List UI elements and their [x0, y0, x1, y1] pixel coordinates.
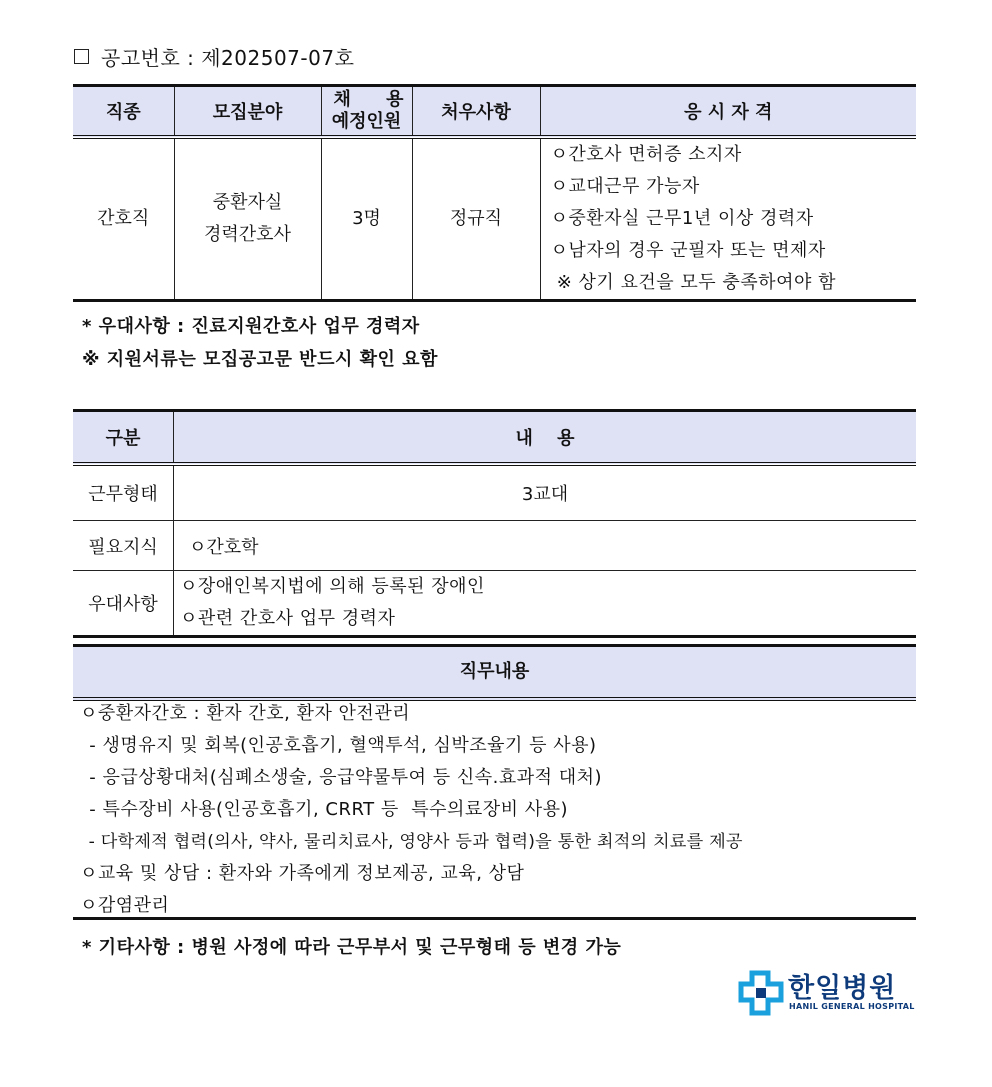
recruit-table-header: [73, 86, 916, 138]
logo-name: 한일병원: [788, 973, 897, 1004]
duty-line: - 응급상황대처(심폐소생술, 응급약물투여 등 신속.효과적 대처): [83, 767, 603, 788]
requirement-note: ※ 상기 요건을 모두 충족하여야 함: [550, 272, 836, 293]
duty-line: - 다학제적 협력(의사, 약사, 물리치료사, 영양사 등과 협력)을 통한 최적의 치료를 제공: [83, 832, 743, 852]
duty-line: ㅇ감염관리: [80, 895, 170, 916]
requirement-item: ㅇ남자의 경우 군필자 또는 면제자: [550, 240, 826, 261]
detail-table: [73, 409, 916, 638]
notice-number: [74, 42, 354, 71]
header-headcount-char1: 채: [333, 89, 351, 110]
header-treatment: 처우사항: [412, 86, 540, 138]
hospital-logo: [738, 970, 916, 1016]
duty-line: ㅇ교육 및 상담 : 환자와 가족에게 정보제공, 교육, 상담: [80, 863, 525, 884]
requirement-item: ㅇ중환자실 근무1년 이상 경력자: [550, 208, 814, 229]
header-content: 내 용: [174, 411, 917, 465]
requirement-item: ㅇ교대근무 가능자: [550, 176, 700, 197]
header-job-type: 직종: [73, 86, 174, 138]
row-label: 우대사항: [73, 571, 174, 637]
other-note: * 기타사항 : 병원 사정에 따라 근무부서 및 근무형태 등 변경 가능: [82, 937, 622, 958]
detail-table-header: [73, 411, 916, 465]
row-values: [174, 571, 917, 637]
row-value: ㅇ간호학: [174, 521, 917, 571]
duty-title: 직무내용: [73, 644, 916, 701]
preference-note: * 우대사항 : 진료지원간호사 업무 경력자: [82, 316, 420, 337]
row-label: 필요지식: [73, 521, 174, 571]
requirements-cell: [540, 137, 916, 301]
row-value: 3교대: [174, 464, 917, 521]
header-headcount: [321, 86, 412, 138]
header-headcount-line2: 예정인원: [331, 111, 402, 132]
headcount-cell: 3명: [321, 137, 412, 301]
recruit-row: [73, 137, 916, 301]
row-label: 근무형태: [73, 464, 174, 521]
field-line2: 경력간호사: [204, 224, 291, 245]
preference-item: ㅇ장애인복지법에 의해 등록된 장애인: [180, 576, 485, 597]
notice-text: 공고번호 : 제202507-07호: [101, 46, 355, 70]
job-type-cell: 간호직: [73, 137, 174, 301]
checkbox-square-icon: [74, 49, 89, 64]
documents-note: ※ 지원서류는 모집공고문 반드시 확인 요함: [82, 349, 438, 370]
duty-line: - 특수장비 사용(인공호흡기, CRRT 등 특수의료장비 사용): [83, 799, 569, 820]
header-category: 구분: [73, 411, 174, 465]
duty-line: ㅇ중환자간호 : 환자 간호, 환자 안전관리: [80, 703, 411, 724]
treatment-cell: 정규직: [412, 137, 540, 301]
hospital-cross-icon: [738, 970, 784, 1016]
header-qualification: 응 시 자 격: [540, 86, 916, 138]
detail-row-work-type: [73, 464, 916, 521]
field-line1: 중환자실: [212, 192, 283, 213]
recruit-table: [73, 84, 916, 302]
detail-row-preference: [73, 571, 916, 637]
duty-content: [73, 698, 916, 920]
logo-subtitle: HANIL GENERAL HOSPITAL: [789, 1002, 915, 1011]
duty-line: - 생명유지 및 회복(인공호흡기, 혈액투석, 심박조율기 등 사용): [83, 735, 597, 756]
header-headcount-char2: 용: [386, 89, 404, 110]
detail-row-knowledge: [73, 521, 916, 571]
header-field: 모집분야: [174, 86, 321, 138]
preference-item: ㅇ관련 간호사 업무 경력자: [180, 608, 396, 629]
requirement-item: ㅇ간호사 면허증 소지자: [550, 144, 742, 165]
field-cell: [174, 137, 321, 301]
